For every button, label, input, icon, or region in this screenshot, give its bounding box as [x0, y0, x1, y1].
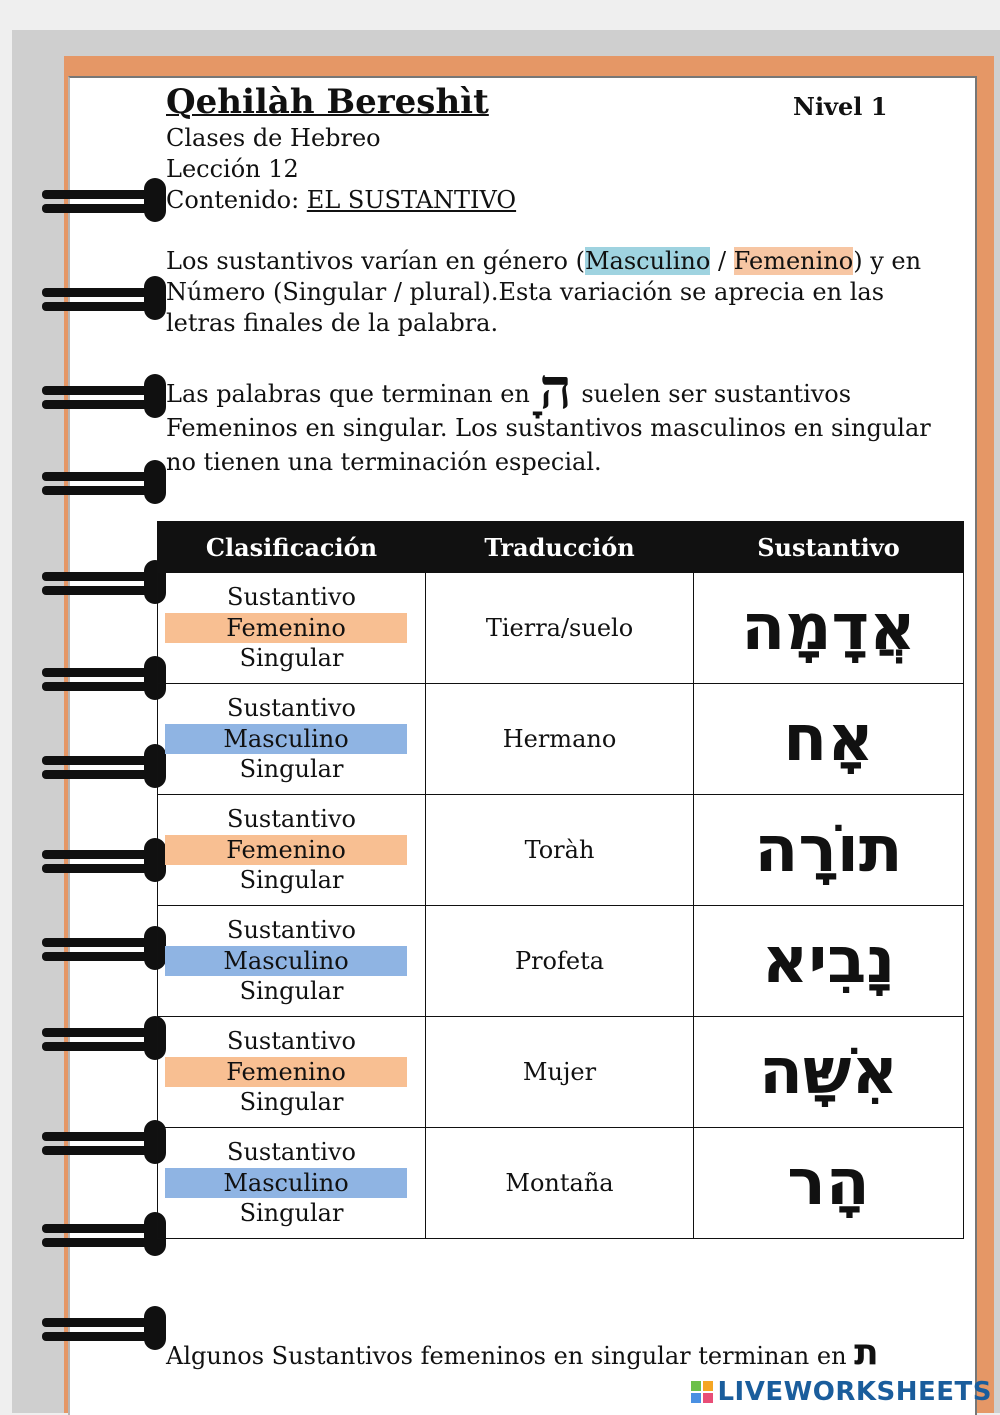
- table-row: [158, 573, 964, 684]
- header-sustantivo: Sustantivo: [694, 522, 964, 573]
- table-row: [158, 795, 964, 906]
- spiral-ring: [32, 1120, 172, 1164]
- footer-text: Algunos Sustantivos femeninos en singular terminan en: [166, 1342, 847, 1370]
- content-topic: EL SUSTANTIVO: [306, 186, 517, 214]
- number-label: Singular: [239, 866, 344, 894]
- noun-type-label: Sustantivo: [227, 583, 356, 611]
- spiral-ring: [32, 926, 172, 970]
- intro-paragraph: [166, 246, 956, 339]
- header-traduccion: Traducción: [426, 522, 694, 573]
- table-row: [158, 906, 964, 1017]
- classification-cell: [158, 1017, 426, 1128]
- translation-cell: Hermano: [426, 684, 694, 795]
- page-title: Qehilàh Bereshìt: [166, 82, 489, 122]
- number-label: Singular: [239, 1199, 344, 1227]
- table-row: [158, 1017, 964, 1128]
- ending-text-2: suelen ser sustantivos Femeninos en singular. Los sustantivos masculinos en singular no tienen una terminación especial.: [166, 380, 931, 476]
- table-row: [158, 1128, 964, 1239]
- table-header-row: [158, 522, 964, 573]
- hebrew-noun: נָבִיא: [761, 924, 896, 998]
- noun-type-label: Sustantivo: [227, 1027, 356, 1055]
- course-subtitle: Clases de Hebreo: [166, 124, 381, 152]
- spiral-ring: [32, 656, 172, 700]
- spiral-ring: [32, 744, 172, 788]
- spiral-ring: [32, 276, 172, 320]
- noun-type-label: Sustantivo: [227, 805, 356, 833]
- gender-label: Femenino: [165, 613, 407, 643]
- hebrew-noun-cell: [694, 906, 964, 1017]
- spiral-ring: [32, 838, 172, 882]
- femenino-highlight: Femenino: [733, 247, 854, 275]
- hebrew-ending-glyph: ָה: [537, 356, 574, 422]
- hebrew-noun-cell: [694, 573, 964, 684]
- spiral-ring: [32, 1016, 172, 1060]
- noun-type-label: Sustantivo: [227, 916, 356, 944]
- hebrew-noun: אִשָּׁה: [758, 1035, 899, 1109]
- classification-cell: [158, 906, 426, 1017]
- noun-type-label: Sustantivo: [227, 1138, 356, 1166]
- brand-name: LIVEWORKSHEETS: [717, 1377, 992, 1407]
- ending-text-1: Las palabras que terminan en: [166, 380, 530, 408]
- ending-paragraph: [166, 356, 956, 479]
- number-label: Singular: [239, 644, 344, 672]
- spiral-ring: [32, 1306, 172, 1350]
- classification-cell: [158, 684, 426, 795]
- noun-type-label: Sustantivo: [227, 694, 356, 722]
- hebrew-noun: אֲדָמָה: [741, 591, 916, 665]
- gender-label: Masculino: [165, 1168, 407, 1198]
- gender-label: Femenino: [165, 1057, 407, 1087]
- spiral-ring: [32, 178, 172, 222]
- intro-text-1: Los sustantivos varían en género (: [166, 247, 585, 275]
- spiral-ring: [32, 374, 172, 418]
- hebrew-noun-cell: [694, 1128, 964, 1239]
- classification-cell: [158, 1128, 426, 1239]
- footer-hebrew-letter: ת: [854, 1332, 879, 1373]
- gender-label: Femenino: [165, 835, 407, 865]
- noun-table: [157, 521, 964, 1239]
- number-label: Singular: [239, 977, 344, 1005]
- liveworksheets-logo-icon: [691, 1381, 713, 1403]
- gender-label: Masculino: [165, 946, 407, 976]
- hebrew-noun-cell: [694, 684, 964, 795]
- footer-line: [166, 1332, 879, 1373]
- number-label: Singular: [239, 1088, 344, 1116]
- intro-separator: /: [710, 247, 734, 275]
- hebrew-noun: תוֹרָה: [754, 813, 903, 887]
- hebrew-noun-cell: [694, 1017, 964, 1128]
- spiral-ring: [32, 460, 172, 504]
- spiral-ring: [32, 1212, 172, 1256]
- hebrew-noun: הָר: [787, 1146, 870, 1220]
- masculino-highlight: Masculino: [584, 247, 711, 275]
- translation-cell: Montaña: [426, 1128, 694, 1239]
- lesson-number: Lección 12: [166, 155, 299, 183]
- translation-cell: Mujer: [426, 1017, 694, 1128]
- content-line: [166, 186, 516, 214]
- hebrew-noun-cell: [694, 795, 964, 906]
- translation-cell: Toràh: [426, 795, 694, 906]
- spiral-ring: [32, 560, 172, 604]
- classification-cell: [158, 573, 426, 684]
- hebrew-noun: אָח: [783, 702, 874, 776]
- header-clasificacion: Clasificación: [158, 522, 426, 573]
- number-label: Singular: [239, 755, 344, 783]
- table-row: [158, 684, 964, 795]
- level-label: Nivel 1: [793, 92, 888, 121]
- translation-cell: Profeta: [426, 906, 694, 1017]
- intro-text-2: ) y en Número (Singular / plural).Esta variación se aprecia en las letras finales de la palabra.: [166, 247, 922, 337]
- content-label: Contenido:: [166, 186, 300, 214]
- classification-cell: [158, 795, 426, 906]
- liveworksheets-brand: [691, 1377, 992, 1407]
- translation-cell: Tierra/suelo: [426, 573, 694, 684]
- gender-label: Masculino: [165, 724, 407, 754]
